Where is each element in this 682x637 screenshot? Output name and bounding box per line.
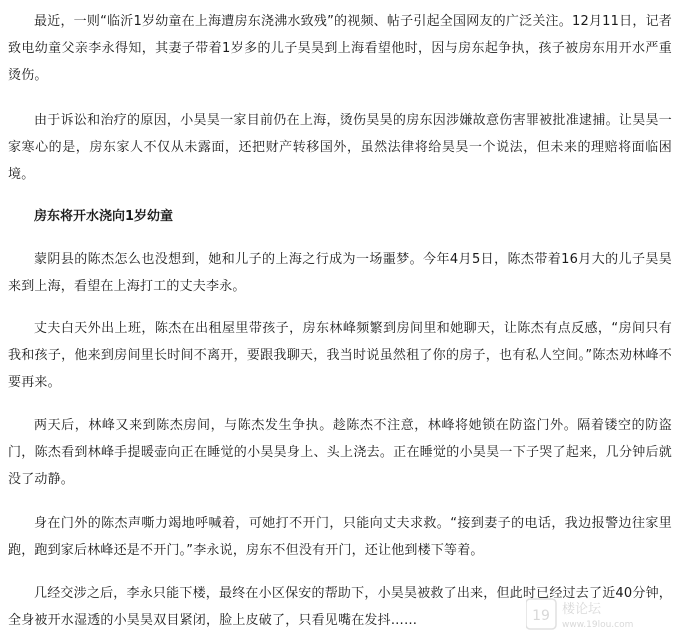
article-paragraph-5: 两天后，林峰又来到陈杰房间，与陈杰发生争执。趁陈杰不注意，林峰将她锁在防盗门外。隔着镂空的防盗门，陈杰看到林峰手提暖壶向正在睡觉的小昊昊身上、头上浇去。正在睡觉的小昊昊一下子哭了起来，几分钟后就没了动静。 bbox=[8, 418, 672, 487]
svg-text:19: 19 bbox=[532, 608, 550, 624]
svg-text:www.19lou.com: www.19lou.com bbox=[562, 620, 634, 630]
article-paragraph-2: 由于诉讼和治疗的原因，小昊昊一家目前仍在上海，烫伤昊昊的房东因涉嫌故意伤害罪被批准逮捕。让昊昊一家寒心的是，房东家人不仅从未露面，还把财产转移国外，虽然法律将给昊昊一个说法，但未来的理赔将面临困境。 bbox=[8, 113, 672, 182]
article-paragraph-3: 蒙阴县的陈杰怎么也没想到，她和儿子的上海之行成为一场噩梦。今年4月5日，陈杰带着16月大的儿子昊昊来到上海，看望在上海打工的丈夫李永。 bbox=[8, 252, 672, 294]
article-paragraph-7: 几经交涉之后，李永只能下楼，最终在小区保安的帮助下，小昊昊被救了出来，但此时已经过去了近40分钟，全身被开水湿透的小昊昊双目紧闭，脸上皮破了，只看见嘴在发抖…… bbox=[8, 586, 672, 628]
article-paragraph-4: 丈夫白天外出上班，陈杰在出租屋里带孩子，房东林峰频繁到房间里和她聊天，让陈杰有点反感，“房间只有我和孩子，他来到房间里长时间不离开，要跟我聊天，我当时说虽然租了你的房子，也有私人空间。”陈杰劝林峰不要再来。 bbox=[8, 321, 672, 390]
article-paragraph-1: 最近，一则“临沂1岁幼童在上海遭房东浇沸水致残”的视频、帖子引起全国网友的广泛关注。12月11日，记者致电幼童父亲李永得知，其妻子带着1岁多的儿子昊昊到上海看望他时，因与房东起争执，孩子被房东用开水严重烫伤。 bbox=[8, 14, 672, 83]
section-heading: 房东将开水浇向1岁幼童 bbox=[34, 209, 174, 224]
svg-text:楼论坛: 楼论坛 bbox=[562, 602, 602, 617]
article-paragraph-6: 身在门外的陈杰声嘶力竭地呼喊着，可她打不开门，只能向丈夫求救。“接到妻子的电话，我边报警边往家里跑，跑到家后林峰还是不开门。”李永说，房东不但没有开门，还让他到楼下等着。 bbox=[8, 516, 672, 558]
